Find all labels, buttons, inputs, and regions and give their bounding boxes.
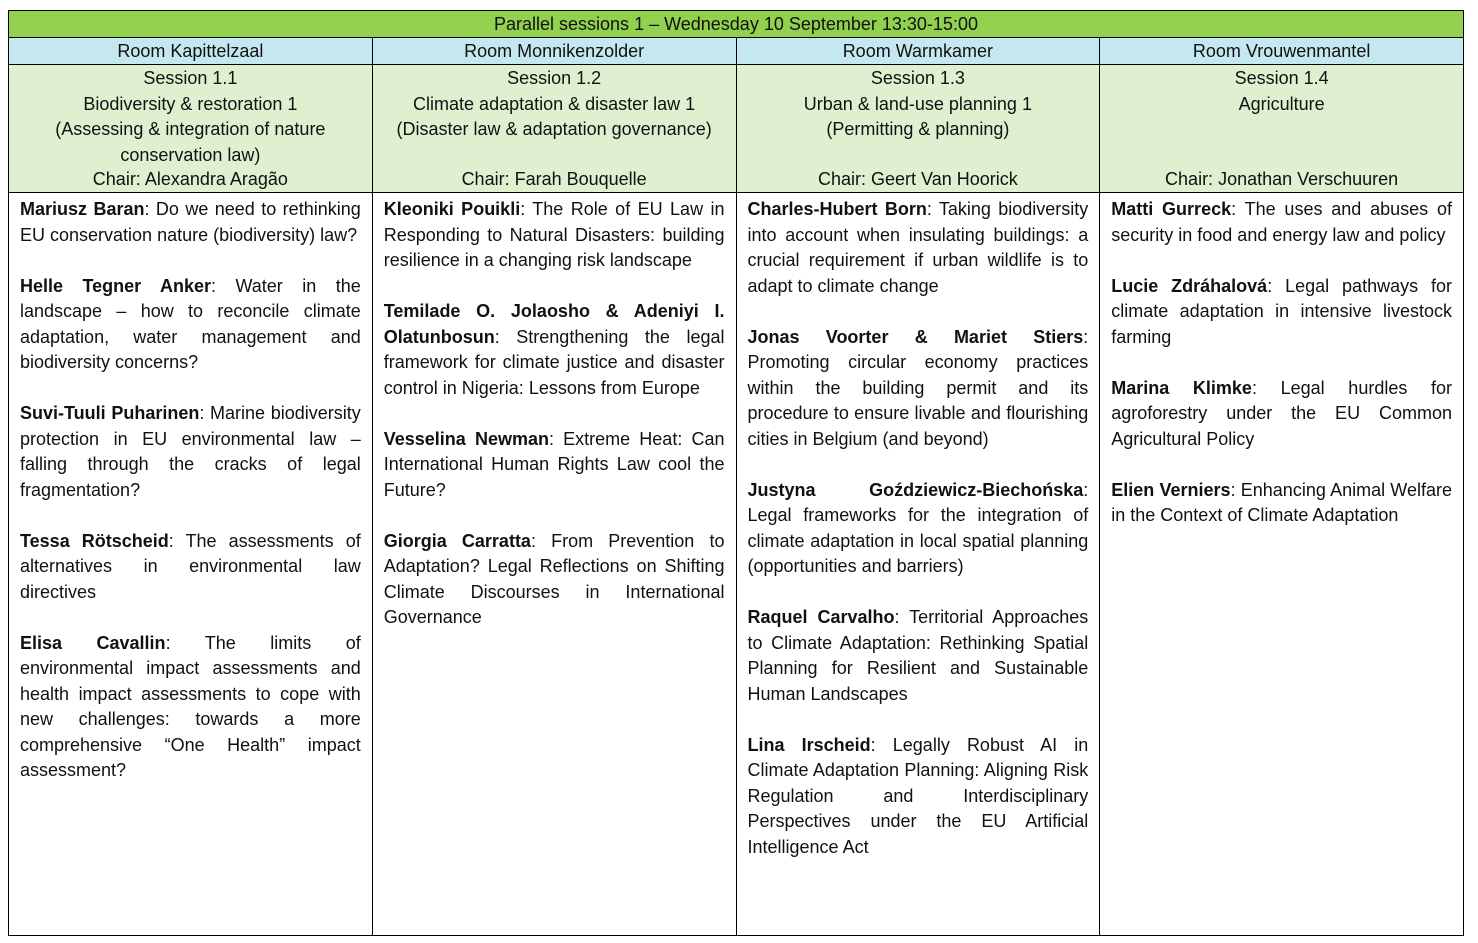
speaker-name: Tessa Rötscheid: [20, 530, 169, 551]
schedule: [8, 10, 1464, 936]
session-theme: (Permitting & planning): [826, 119, 1010, 139]
session-row: [9, 65, 1464, 193]
speaker-name: Marina Klimke: [1111, 377, 1252, 398]
talk-title: : Taking biodiversity into account when insulating buildings: a crucial requirement if urban wildlife is to adapt to climate change: [747, 199, 1089, 296]
session-cell: [372, 65, 736, 193]
session-theme: (Assessing & integration of nature conservation law): [55, 119, 326, 165]
session-number: Session 1.1: [143, 68, 238, 88]
talk-item: [1111, 376, 1452, 453]
speaker-name: Mariusz Baran: [20, 199, 145, 219]
talk-item: [1111, 197, 1452, 248]
speaker-name: Vesselina Newman: [383, 428, 549, 449]
talk-title: : Promoting circular economy practices within the building permit and its procedure to ensure livable and flourishing cities in Belgium (and beyond): [747, 326, 1089, 449]
talk-item: [20, 401, 361, 503]
talk-item: [748, 733, 1089, 861]
session-theme: Climate adaptation & disaster law 1: [413, 93, 696, 114]
speaker-name: Giorgia Carratta: [383, 530, 531, 551]
talk-title: : Legal hurdles for agroforestry under the EU Common Agricultural Policy: [1111, 377, 1452, 449]
session-number: Session 1.4: [1234, 68, 1329, 88]
talk-title: : The limits of environmental impact assessments and health impact assessments to cope with new challenges: towards a more comprehensive “One Health” impact assessment?: [20, 632, 361, 780]
session-chair: Chair: Alexandra Aragão: [92, 169, 288, 189]
speaker-name: Elisa Cavallin: [20, 632, 166, 653]
schedule-title: Parallel sessions 1 – Wednesday 10 September 13:30-15:00: [9, 11, 1464, 38]
talk-item: [748, 605, 1089, 707]
talk-item: [20, 274, 361, 376]
speaker-name: Temilade O. Jolaosho & Adeniyi I. Olatunbosun: [383, 301, 725, 347]
title-row: [9, 11, 1464, 38]
schedule-table: [8, 10, 1464, 936]
speaker-name: Jonas Voorter & Mariet Stiers: [747, 326, 1084, 347]
talks-cell: [736, 193, 1100, 936]
session-number: Session 1.3: [870, 68, 965, 88]
talks-cell: [1100, 193, 1464, 936]
talk-item: [384, 299, 725, 401]
talk-item: [20, 529, 361, 606]
room-name: Room Monnikenzolder: [372, 38, 736, 65]
talks-row: [9, 193, 1464, 936]
speaker-name: Helle Tegner Anker: [20, 275, 211, 296]
room-name: Room Kapittelzaal: [9, 38, 373, 65]
talk-item: [748, 197, 1089, 299]
talk-item: [748, 478, 1089, 580]
talk-title: : Legal frameworks for the integration of climate adaptation in local spatial planning (opportunities and barriers): [747, 479, 1089, 576]
room-name: Room Vrouwenmantel: [1100, 38, 1464, 65]
talk-title: : The uses and abuses of security in food and energy law and policy: [1111, 199, 1452, 245]
speaker-name: Elien Verniers: [1111, 479, 1231, 500]
talk-title: : Territorial Approaches to Climate Adaptation: Rethinking Spatial Planning for Resilient and Sustainable Human Landscapes: [747, 607, 1089, 704]
talk-item: [384, 529, 725, 631]
session-theme: Biodiversity & restoration 1: [83, 93, 298, 114]
session-theme: Urban & land-use planning 1: [803, 93, 1032, 114]
speaker-name: Suvi-Tuuli Puharinen: [20, 403, 200, 423]
speaker-name: Lucie Zdráhalová: [1111, 275, 1268, 296]
session-cell: [736, 65, 1100, 193]
session-chair: Chair: Jonathan Verschuuren: [1165, 169, 1399, 189]
talk-item: [20, 631, 361, 784]
speaker-name: Raquel Carvalho: [747, 607, 895, 627]
speaker-name: Charles-Hubert Born: [747, 199, 927, 219]
talk-title: : Water in the landscape – how to reconcile climate adaptation, water management and biodiversity concerns?: [20, 275, 361, 372]
session-chair: Chair: Geert Van Hoorick: [818, 169, 1018, 189]
talk-item: [384, 427, 725, 504]
session-chair: Chair: Farah Bouquelle: [461, 169, 647, 189]
room-name: Room Warmkamer: [736, 38, 1100, 65]
talk-title: : The assessments of alternatives in environmental law directives: [20, 530, 361, 602]
speaker-name: Lina Irscheid: [747, 734, 871, 755]
talk-item: [1111, 478, 1452, 529]
room-row: [9, 38, 1464, 65]
talk-title: : From Prevention to Adaptation? Legal Reflections on Shifting Climate Discourses in International Governance: [383, 530, 725, 627]
speaker-name: Justyna Goździewicz-Biechońska: [747, 479, 1084, 500]
talks-cell: [372, 193, 736, 936]
session-cell: [1100, 65, 1464, 193]
talk-item: [20, 197, 361, 248]
talk-item: [384, 197, 725, 274]
talk-title: : Do we need to rethinking EU conservation nature (biodiversity) law?: [20, 199, 361, 245]
talk-title: : The Role of EU Law in Responding to Natural Disasters: building resilience in a changing risk landscape: [383, 199, 725, 270]
speaker-name: Matti Gurreck: [1111, 199, 1232, 219]
session-theme: Agriculture: [1238, 93, 1325, 114]
talk-item: [748, 325, 1089, 453]
session-cell: [9, 65, 373, 193]
speaker-name: Kleoniki Pouikli: [383, 199, 521, 219]
talks-cell: [9, 193, 373, 936]
talk-title: : Legal pathways for climate adaptation in intensive livestock farming: [1111, 275, 1452, 347]
talk-title: : Marine biodiversity protection in EU environmental law – falling through the cracks of legal fragmentation?: [20, 403, 361, 500]
talk-title: : Extreme Heat: Can International Human Rights Law cool the Future?: [383, 428, 725, 500]
talk-title: : Strengthening the legal framework for climate justice and disaster control in Nigeria: Lessons from Europe: [383, 326, 725, 398]
talk-title: : Enhancing Animal Welfare in the Context of Climate Adaptation: [1111, 479, 1452, 525]
session-number: Session 1.2: [507, 68, 602, 88]
talk-title: : Legally Robust AI in Climate Adaptation Planning: Aligning Risk Regulation and Interdisciplinary Perspectives under the EU Artificial Intelligence Act: [747, 734, 1089, 857]
session-theme: (Disaster law & adaptation governance): [396, 119, 712, 139]
talk-item: [1111, 274, 1452, 351]
